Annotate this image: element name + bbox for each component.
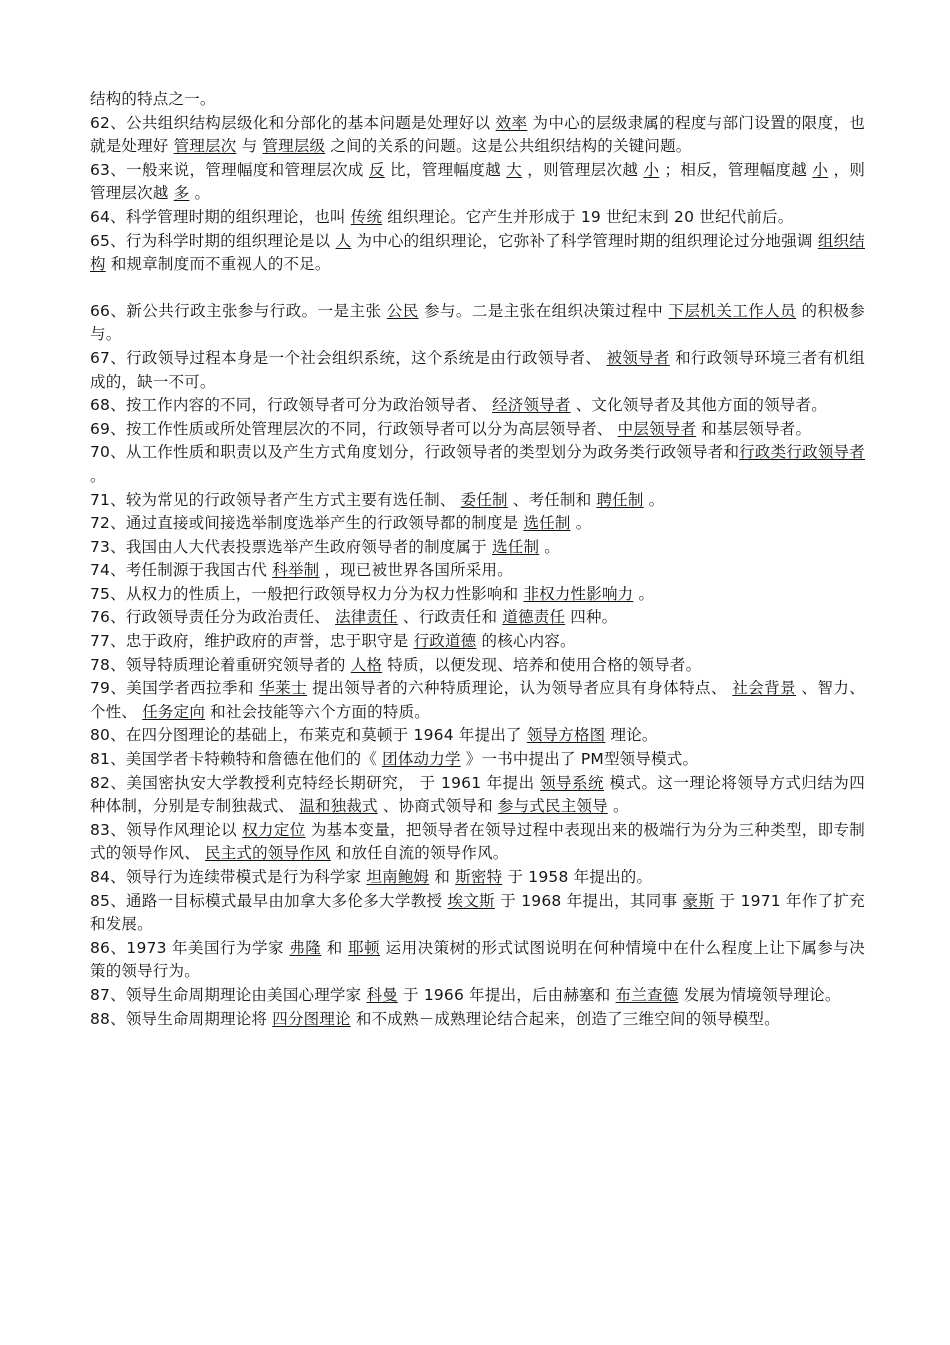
text-run: 85、通路一目标模式最早由加拿大多伦多大学教授 xyxy=(90,891,448,910)
text-run: 、考任制和 xyxy=(507,490,597,509)
answer-blank: 人格 xyxy=(350,655,383,674)
text-run: 为中心的层级隶属的程度与部门设置的限度，也就是处理好 xyxy=(90,113,865,156)
text-run: 74、考任制源于我国古代 xyxy=(90,561,273,580)
paragraph xyxy=(90,630,865,654)
text-run: 84、领导行为连续带模式是行为科学家 xyxy=(90,868,367,886)
answer-blank: 团体动力学 xyxy=(382,750,461,769)
answer-blank: 道德责任 xyxy=(502,608,566,627)
paragraph xyxy=(90,1008,865,1032)
paragraph xyxy=(90,654,865,678)
answer-blank: 管理层次 xyxy=(173,137,237,156)
text-run: 。 xyxy=(189,184,211,203)
text-run: 、行政责任和 xyxy=(397,608,503,627)
paragraph xyxy=(90,536,865,560)
text-run: 65、行为科学时期的组织理论是以 xyxy=(90,231,336,250)
text-run: 77、忠于政府，维护政府的声誉，忠于职守是 xyxy=(90,632,414,651)
answer-blank: 华莱士 xyxy=(259,679,308,698)
answer-blank: 埃文斯 xyxy=(447,891,495,910)
answer-blank: 下层机关工作人员 xyxy=(668,301,797,320)
text-run: 和社会技能等六个方面的特质。 xyxy=(205,702,430,721)
text-run: 86、1973 年美国行为学家 xyxy=(90,938,290,957)
text-run: ，则管理层次越 xyxy=(522,160,644,179)
paragraph xyxy=(90,206,865,230)
text-run: 于 1958 年提出的。 xyxy=(502,868,653,886)
text-run: 参与。二是主张在组织决策过程中 xyxy=(418,301,669,320)
answer-blank: 耶顿 xyxy=(348,938,381,957)
paragraph xyxy=(90,512,865,536)
text-run: 73、我国由人大代表投票选举产生政府领导者的制度属于 xyxy=(90,537,493,556)
text-run: 。 xyxy=(643,490,665,509)
answer-blank: 小 xyxy=(643,160,660,179)
answer-blank: 科举制 xyxy=(272,561,320,580)
paragraph xyxy=(90,418,865,442)
paragraph xyxy=(90,230,865,277)
paragraph xyxy=(90,866,865,890)
answer-blank: 选任制 xyxy=(492,537,540,556)
answer-blank: 斯密特 xyxy=(455,868,503,886)
text-run: 。 xyxy=(570,514,592,533)
text-run: 模式。这一理论将领导方式归结为四种体制，分别是专制独裁式、 xyxy=(90,773,865,816)
text-run: 62、公共组织结构层级化和分部化的基本问题是处理好以 xyxy=(90,113,496,132)
text-run: 69、按工作性质或所处管理层次的不同，行政领导者可以分为高层领导者、 xyxy=(90,419,618,438)
answer-blank: 选任制 xyxy=(523,514,571,533)
answer-blank: 多 xyxy=(173,184,190,203)
text-run: 运用决策树的形式试图说明在何种情境中在什么程度上让下属参与决策的领导行为。 xyxy=(90,938,865,981)
paragraph xyxy=(90,394,865,418)
answer-blank: 小 xyxy=(812,160,829,179)
text-run: 。 xyxy=(539,537,560,556)
text-run: ，现已被世界各国所采用。 xyxy=(319,561,513,580)
text-run: 68、按工作内容的不同，行政领导者可分为政治领导者、 xyxy=(90,396,493,415)
text-run: 72、通过直接或间接选举制度选举产生的行政领导都的制度是 xyxy=(90,514,524,533)
text-run: 于 1968 年提出，其同事 xyxy=(494,891,683,910)
text-run: 发展为情境领导理论。 xyxy=(678,985,841,1004)
text-run: 和 xyxy=(429,868,456,886)
text-run: 为中心的组织理论，它弥补了科学管理时期的组织理论过分地强调 xyxy=(351,231,818,250)
paragraph xyxy=(90,937,865,984)
paragraph xyxy=(90,748,865,772)
text-run: 78、领导特质理论着重研究领导者的 xyxy=(90,655,351,674)
text-run: 64、科学管理时期的组织理论，也叫 xyxy=(90,207,351,226)
paragraph xyxy=(90,724,865,748)
text-run: 于 1966 年提出，后由赫塞和 xyxy=(397,985,616,1004)
paragraph xyxy=(90,159,865,206)
text-run: 为基本变量，把领导者在领导过程中表现出来的极端行为分为三种类型，即专制式的领导作风、 xyxy=(90,820,865,863)
text-run: 理论。 xyxy=(605,726,658,745)
text-run: 83、领导作风理论以 xyxy=(90,820,243,839)
answer-blank: 效率 xyxy=(495,113,528,132)
text-run: 66、新公共行政主张参与行政。一是主张 xyxy=(90,301,387,320)
text-run: 。 xyxy=(90,466,106,485)
answer-blank: 聘任制 xyxy=(596,490,644,509)
text-run: 82、美国密执安大学教授利克特经长期研究， 于 1961 年提出 xyxy=(90,773,541,792)
text-run: 和放任自流的领导作风。 xyxy=(330,844,509,863)
document-body xyxy=(90,88,865,1031)
text-run: 、协商式领导和 xyxy=(377,797,498,816)
paragraph xyxy=(90,112,865,159)
text-run: 比，管理幅度越 xyxy=(384,160,507,179)
text-run: 》一书中提出了 PM型领导模式。 xyxy=(460,750,699,769)
text-run: 81、美国学者卡特赖特和詹德在他们的《 xyxy=(90,750,383,769)
text-run: 87、领导生命周期理论由美国心理学家 xyxy=(90,985,367,1004)
text-run: 79、美国学者西拉季和 xyxy=(90,679,260,698)
text-run: 88、领导生命周期理论将 xyxy=(90,1009,273,1028)
text-run: 结构的特点之一。 xyxy=(90,90,216,108)
text-run: 70、从工作性质和职责以及产生方式角度划分，行政领导者的类型划分为政务类行政领导者和 xyxy=(90,443,740,462)
text-run: 、智力、个性、 xyxy=(90,679,865,721)
paragraph xyxy=(90,772,865,819)
paragraph xyxy=(90,300,865,347)
text-run: 和基层领导者。 xyxy=(696,419,812,438)
answer-blank: 人 xyxy=(335,231,352,250)
paragraph xyxy=(90,559,865,583)
text-run: 和 xyxy=(321,938,349,957)
text-run: 、文化领导者及其他方面的领导者。 xyxy=(570,396,827,415)
answer-blank: 非权力性影响力 xyxy=(523,584,634,603)
answer-blank: 领导方格图 xyxy=(526,726,606,745)
text-run: 和不成熟－成熟理论结合起来，创造了三维空间的领导模型。 xyxy=(350,1009,780,1028)
answer-blank: 被领导者 xyxy=(606,348,670,367)
answer-blank: 经济领导者 xyxy=(492,396,571,415)
text-run: 。 xyxy=(633,584,655,603)
text-run: 75、从权力的性质上，一般把行政领导权力分为权力性影响和 xyxy=(90,584,524,603)
text-run: 和规章制度而不重视人的不足。 xyxy=(105,255,331,274)
text-run: 四种。 xyxy=(565,608,618,627)
text-run: 。 xyxy=(607,797,629,816)
text-run: 67、行政领导过程本身是一个社会组织系统，这个系统是由行政领导者、 xyxy=(90,348,607,367)
text-run: ，则管理层次越 xyxy=(90,160,866,203)
paragraph xyxy=(90,489,865,513)
paragraph xyxy=(90,606,865,630)
answer-blank: 传统 xyxy=(350,207,383,226)
text-run: 之间的关系的问题。这是公共组织结构的关键问题。 xyxy=(325,137,692,156)
answer-blank: 科曼 xyxy=(366,985,398,1004)
text-run: 提出领导者的六种特质理论，认为领导者应具有身体特点、 xyxy=(307,679,733,698)
text-run: 与 xyxy=(236,137,263,156)
answer-blank: 法律责任 xyxy=(335,608,398,627)
answer-blank: 布兰查德 xyxy=(615,985,679,1004)
answer-blank: 公民 xyxy=(386,301,419,320)
answer-blank: 委任制 xyxy=(460,490,508,509)
paragraph xyxy=(90,984,865,1008)
paragraph xyxy=(90,677,865,724)
answer-blank: 大 xyxy=(506,160,523,179)
answer-blank: 温和独裁式 xyxy=(299,797,378,816)
text-run: 的积极参与。 xyxy=(90,301,865,344)
answer-blank: 坦南鲍姆 xyxy=(366,868,430,886)
text-run: 组织理论。它产生并形成于 19 世纪末到 20 世纪代前后。 xyxy=(382,207,794,226)
answer-blank: 行政类行政领导者 xyxy=(739,443,865,462)
text-run: 63、一般来说，管理幅度和管理层次成 xyxy=(90,160,369,179)
answer-blank: 社会背景 xyxy=(732,679,797,698)
answer-blank: 弗隆 xyxy=(289,938,322,957)
answer-blank: 参与式民主领导 xyxy=(497,797,608,816)
answer-blank: 中层领导者 xyxy=(617,419,697,438)
text-run: 和行政领导环境三者有机组成的，缺一不可。 xyxy=(90,348,865,391)
paragraph xyxy=(90,819,865,866)
text-run: ；相反，管理幅度越 xyxy=(659,160,813,179)
answer-blank: 民主式的领导作风 xyxy=(205,844,331,863)
paragraph xyxy=(90,88,865,112)
text-run: 的核心内容。 xyxy=(476,632,576,651)
answer-blank: 管理层级 xyxy=(262,137,326,156)
answer-blank: 豪斯 xyxy=(682,891,715,910)
answer-blank: 领导系统 xyxy=(540,773,605,792)
text-run: 特质，以便发现、培养和使用合格的领导者。 xyxy=(382,655,702,674)
answer-blank: 权力定位 xyxy=(242,820,306,839)
answer-blank: 反 xyxy=(368,160,385,179)
paragraph xyxy=(90,441,865,488)
answer-blank: 组织结构 xyxy=(90,231,865,274)
paragraph xyxy=(90,347,865,394)
text-run: 80、在四分图理论的基础上，布莱克和莫顿于 1964 年提出了 xyxy=(90,726,527,745)
text-run: 71、较为常见的行政领导者产生方式主要有选任制、 xyxy=(90,490,461,509)
paragraph xyxy=(90,890,865,937)
text-run: 76、行政领导责任分为政治责任、 xyxy=(90,608,336,627)
paragraph xyxy=(90,583,865,607)
text-run: 于 1971 年作了扩充和发展。 xyxy=(90,891,865,934)
answer-blank: 四分图理论 xyxy=(272,1009,351,1028)
answer-blank: 行政道德 xyxy=(413,632,477,651)
answer-blank: 任务定向 xyxy=(142,702,206,721)
